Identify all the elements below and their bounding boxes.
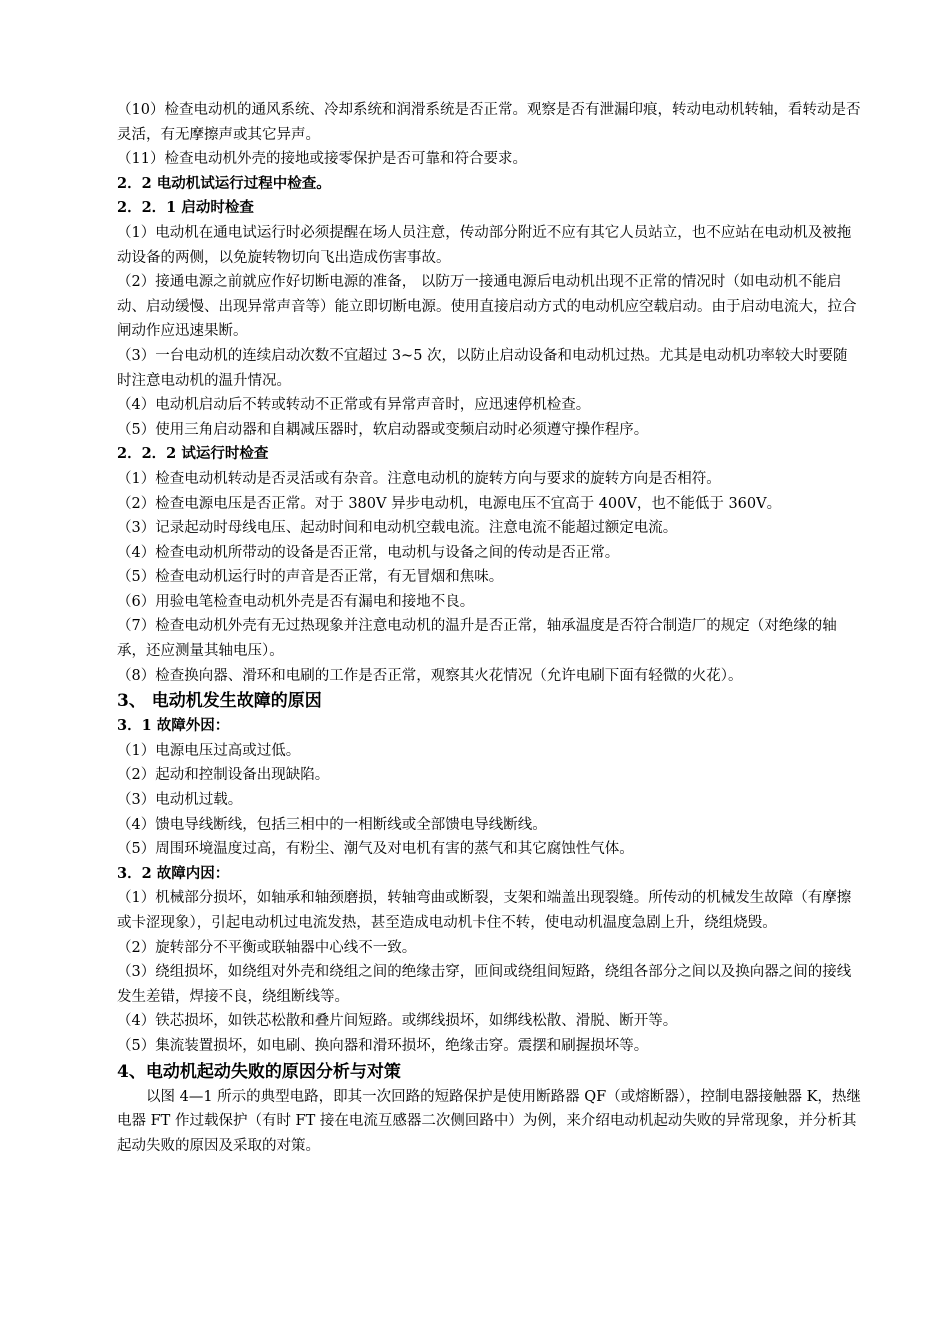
list-item: （5）使用三角启动器和自耦减压器时，软启动器或变频启动时必须遵守操作程序。 xyxy=(117,421,649,438)
item-11: （11）检查电动机外壳的接地或接零保护是否可靠和符合要求。 xyxy=(117,151,527,168)
list-item: （4）馈电导线断线，包括三相中的一相断线或全部馈电导线断线。 xyxy=(117,816,547,833)
heading-2-2-1: 2．2．1 启动时检查 xyxy=(117,199,254,217)
heading-2-2: 2．2 电动机试运行过程中检查。 xyxy=(117,174,331,192)
list-item: （2）检查电源电压是否正常。对于 380V 异步电动机，电源电压不宜高于 400V，也不能低于 360V。 xyxy=(117,495,782,512)
list-item: （2）起动和控制设备出现缺陷。 xyxy=(117,767,330,784)
list-item: （8）检查换向器、滑环和电刷的工作是否正常，观察其火花情况（允许电刷下面有轻微的火花）。 xyxy=(117,667,743,684)
list-item: （4）电动机启动后不转或转动不正常或有异常声音时，应迅速停机检查。 xyxy=(117,397,591,414)
list-item: （1）电动机在通电试运行时必须提醒在场人员注意，传动部分附近不应有其它人员站立，也不应站在电动机及被拖动设备的两侧，以免旋转物切向飞出造成伤害事故。 xyxy=(117,224,852,266)
list-item: （5）周围环境温度过高，有粉尘、潮气及对电机有害的蒸气和其它腐蚀性气体。 xyxy=(117,841,634,858)
list-item: （6）用验电笔检查电动机外壳是否有漏电和接地不良。 xyxy=(117,593,475,610)
list-item: （2）接通电源之前就应作好切断电源的准备， 以防万一接通电源后电动机出现不正常的情况时（如电动机不能启动、启动缓慢、出现异常声音等）能立即切断电源。使用直接启动方式的电动机应空载启动。由于启动电流大，拉合闸动作应迅速果断。 xyxy=(117,274,857,340)
item-10: （10）检查电动机的通风系统、冷却系统和润滑系统是否正常。观察是否有泄漏印痕，转动电动机转轴，看转动是否灵活，有无摩擦声或其它异声。 xyxy=(117,102,861,143)
list-item: （3）一台电动机的连续启动次数不宜超过 3~5 次，以防止启动设备和电动机过热。尤其是电动机功率较大时要随时注意电动机的温升情况。 xyxy=(117,347,848,389)
heading-3-1: 3．1 故障外因： xyxy=(117,717,230,735)
list-item: （2）旋转部分不平衡或联轴器中心线不一致。 xyxy=(117,939,417,956)
document-body xyxy=(117,98,862,1158)
list-item: （5）集流装置损坏，如电刷、换向器和滑环损坏，绝缘击穿。震摆和刷握损坏等。 xyxy=(117,1037,649,1054)
list-item: （4）检查电动机所带动的设备是否正常，电动机与设备之间的传动是否正常。 xyxy=(117,544,620,561)
heading-2-2-2: 2．2．2 试运行时检查 xyxy=(117,445,269,463)
heading-3: 3、 电动机发生故障的原因 xyxy=(117,691,322,712)
list-item: （3）记录起动时母线电压、起动时间和电动机空载电流。注意电流不能超过额定电流。 xyxy=(117,520,678,537)
list-item: （1）机械部分损坏，如轴承和轴颈磨损，转轴弯曲或断裂，支架和端盖出现裂缝。所传动的机械发生故障（有摩擦或卡涩现象），引起电动机过电流发热，甚至造成电动机卡住不转，使电动机温度急剧上升，绕组烧毁。 xyxy=(117,890,852,931)
list-item: （1）检查电动机转动是否灵活或有杂音。注意电动机的旋转方向与要求的旋转方向是否相符。 xyxy=(117,470,721,487)
list-item: （4）铁芯损坏，如铁芯松散和叠片间短路。或绑线损坏，如绑线松散、滑脱、断开等。 xyxy=(117,1013,678,1030)
list-item: （1）电源电压过高或过低。 xyxy=(117,742,301,759)
list-item: （3）电动机过载。 xyxy=(117,792,243,809)
list-item: （7）检查电动机外壳有无过热现象并注意电动机的温升是否正常，轴承温度是否符合制造厂的规定（对绝缘的轴承，还应测量其轴电压）。 xyxy=(117,618,837,660)
section-4-intro: 以图 4—1 所示的典型电路，即其一次回路的短路保护是使用断路器 QF（或熔断器），控制电器接触器 K，热继电器 FT 作过载保护（有时 FT 接在电流互感器二次侧回路中）为例，来介绍电动机起动失败的异常现象，并分析其起动失败的原因及采取的对策。 xyxy=(117,1088,861,1154)
list-item: （5）检查电动机运行时的声音是否正常，有无冒烟和焦味。 xyxy=(117,569,504,586)
heading-4: 4、电动机起动失败的原因分析与对策 xyxy=(117,1061,401,1082)
heading-3-2: 3．2 故障内因： xyxy=(117,864,230,882)
list-item: （3）绕组损坏，如绕组对外壳和绕组之间的绝缘击穿，匝间或绕组间短路，绕组各部分之间以及换向器之间的接线发生差错，焊接不良，绕组断线等。 xyxy=(117,964,852,1005)
